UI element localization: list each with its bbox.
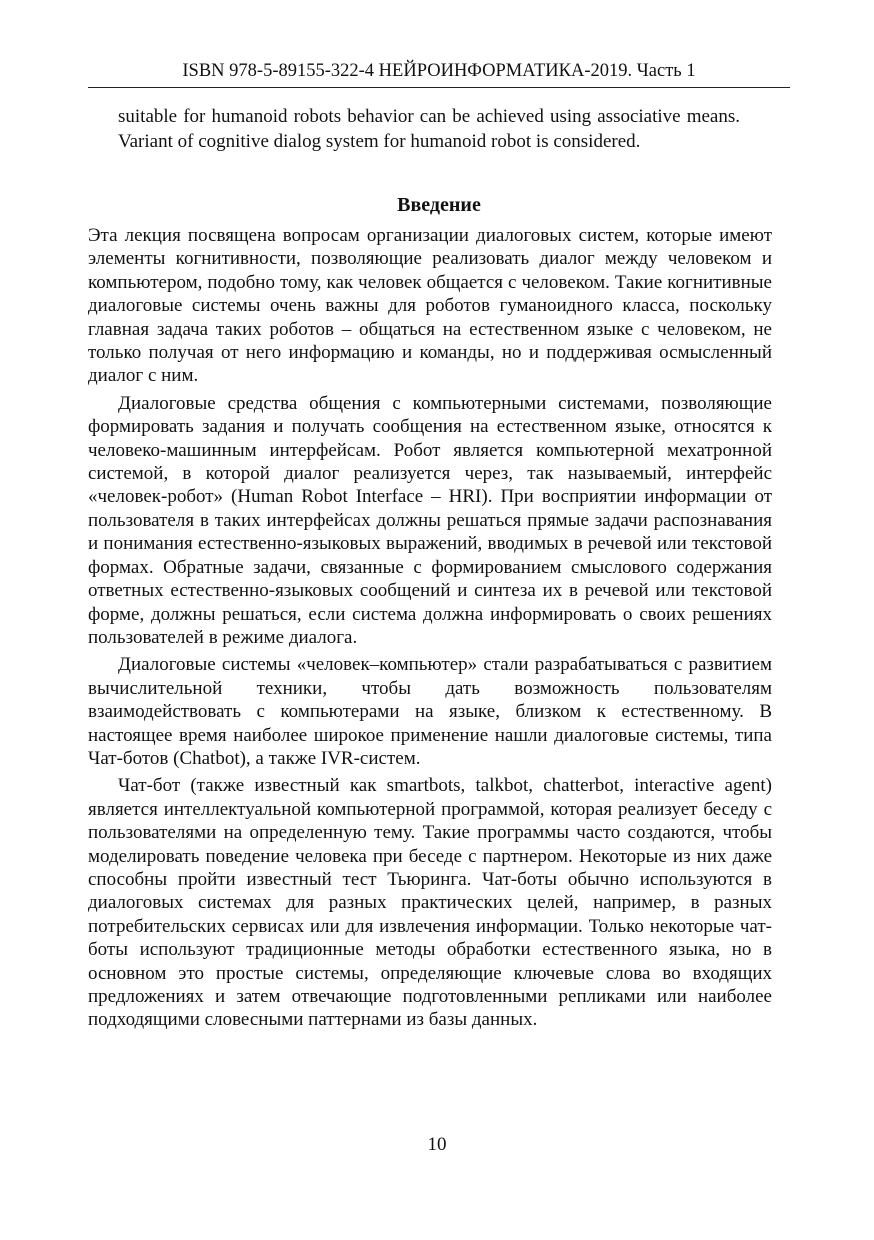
body-text <box>88 224 772 1036</box>
running-header: ISBN 978-5-89155-322-4 НЕЙРОИНФОРМАТИКА-2019. Часть 1 <box>88 58 790 88</box>
paragraph: Эта лекция посвящена вопросам организации диалоговых систем, которые имеют элементы когнитивности, позволяющие реализовать диалог между человеком и компьютером, подобно тому, как человек общается с человеком. Такие когнитивные диалоговые системы очень важны для роботов гуманоидного класса, поскольку главная задача таких роботов – общаться на естественном языке с человеком, не только получая от него информацию и команды, но и поддерживая осмысленный диалог с ним. <box>88 225 772 387</box>
paragraph: Диалоговые системы «человек–компьютер» стали разрабатываться с развитием вычислительной техники, чтобы дать возможность пользователям взаимодействовать с компьютерами на языке, близком к естественному. В настоящее время наиболее широкое применение нашли диалоговые системы, типа Чат-ботов (Chatbot), а также IVR-систем. <box>88 654 772 769</box>
abstract-continuation: suitable for humanoid robots behavior can be achieved using associative means. Variant of cognitive dialog system for humanoid robot is considered. <box>118 106 740 152</box>
paragraph: Чат-бот (также известный как smartbots, talkbot, chatterbot, interactive agent) является интеллектуальной компьютерной программой, которая реализует беседу с пользователями на определенную тему. Такие программы часто создаются, чтобы моделировать поведение человека при беседе с партнером. Некоторые из них даже способны пройти известный тест Тьюринга. Чат-боты обычно используются в диалоговых системах для разных практических целей, например, в разных потребительских сервисах или для извлечения информации. Только некоторые чат-боты используют традиционные методы обработки естественного языка, но в основном это простые системы, определяющие ключевые слова во входящих предложениях и затем отвечающие подготовленными репликами или наиболее подходящими словесными паттернами из базы данных. <box>88 775 772 1031</box>
page-number: 10 <box>427 1134 447 1155</box>
paragraph: Диалоговые средства общения с компьютерными системами, позволяющие формировать задания и получать сообщения на естественном языке, относятся к человеко-машинным интерфейсам. Робот является компьютерной мехатронной системой, в которой диалог реализуется через, так называемый, интерфейс «человек-робот» (Human Robot Interface – HRI). При восприятии информации от пользователя в таких интерфейсах должны решаться прямые задачи распознавания и понимания естественно-языковых выражений, вводимых в речевой или текстовой формах. Обратные задачи, связанные с формированием смыслового содержания ответных естественно-языковых сообщений и синтеза их в речевой или текстовой форме, должны решаться, если система должна информировать о своих решениях пользователей в режиме диалога. <box>88 392 772 648</box>
section-title: Введение <box>397 194 481 216</box>
